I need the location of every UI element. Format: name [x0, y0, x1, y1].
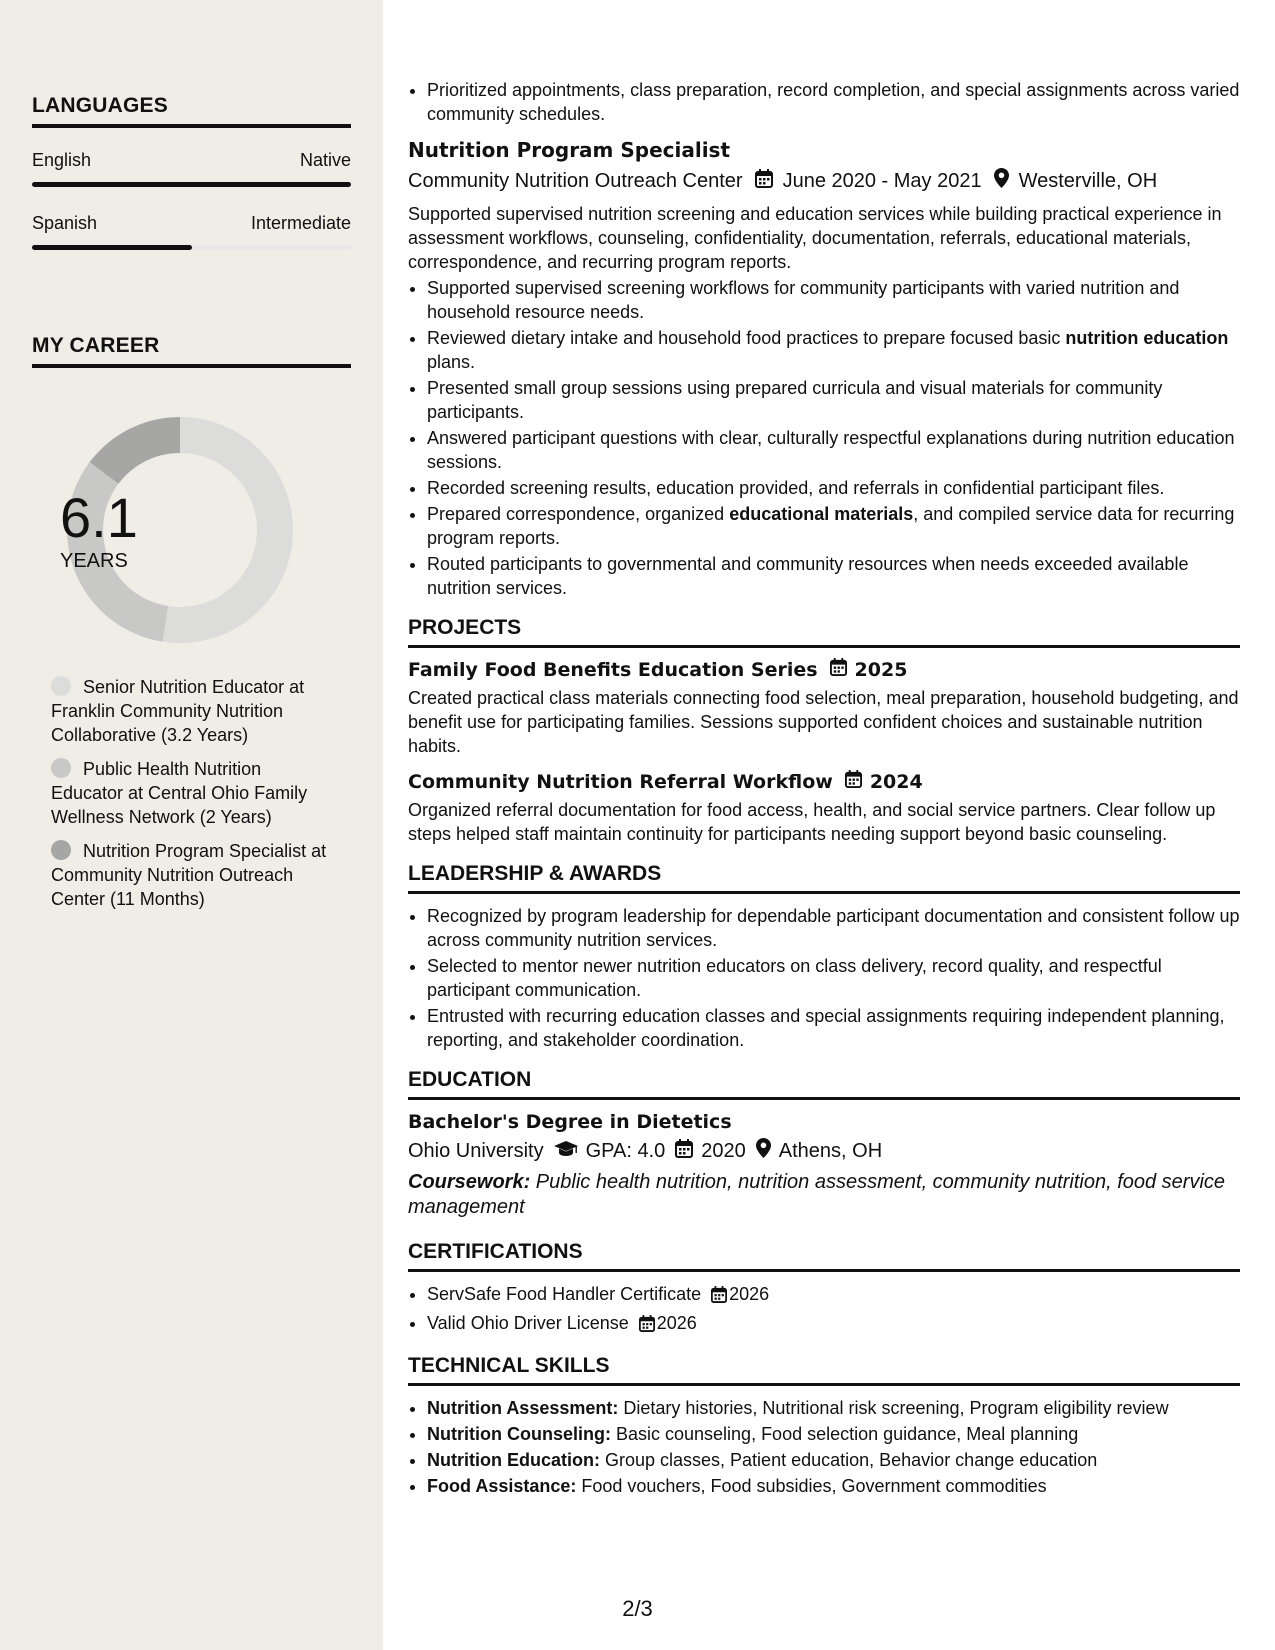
leadership-list: [408, 904, 1240, 1052]
previous-job-bullets: [408, 78, 1240, 126]
language-proficiency-bar: [32, 245, 351, 250]
skills-list: [408, 1396, 1240, 1498]
bullet-item: • Prepared correspondence, organized educational materials, and compiled service data for recurring program reports.: [427, 502, 1240, 550]
career-section: [32, 334, 351, 368]
skill-item: • Nutrition Assessment: Dietary histories, Nutritional risk screening, Program eligibility review: [427, 1396, 1240, 1420]
certifications-list: [408, 1282, 1240, 1338]
career-item-label: Nutrition Program Specialist at Community Nutrition Outreach Center (11 Months): [51, 841, 327, 909]
bullet-item: • Entrusted with recurring education classes and special assignments requiring independent planning, reporting, and stakeholder coordination.: [427, 1004, 1240, 1052]
projects-heading: PROJECTS: [408, 616, 1240, 648]
language-proficiency-fill: [32, 182, 351, 187]
calendar-icon: [755, 169, 773, 194]
language-item: [32, 213, 351, 250]
language-level: Intermediate: [250, 213, 351, 233]
job-summary: Supported supervised nutrition screening and education services while building practical experience in assessment workflows, counseling, confidentiality, documentation, referrals, educational materials, correspondence, and recurring program reports.: [408, 204, 1222, 272]
career-item-label: Public Health Nutrition Educator at Central Ohio Family Wellness Network (2 Years): [51, 759, 308, 827]
sidebar: [0, 0, 383, 1650]
job-location: Westerville, OH: [1018, 170, 1158, 192]
education-heading: EDUCATION: [408, 1068, 1240, 1100]
coursework: [408, 1170, 1240, 1220]
location-pin-icon: [756, 1138, 771, 1164]
bullet-item: • Prioritized appointments, class preparation, record completion, and special assignments across varied community schedules.: [427, 78, 1240, 126]
project-year: 2024: [869, 771, 923, 793]
graduation-cap-icon: [554, 1139, 578, 1163]
bullet-item: • Routed participants to governmental and community resources when needs exceeded available nutrition services.: [427, 552, 1240, 600]
project-title: Family Food Benefits Education Series: [408, 659, 818, 681]
language-proficiency-fill: [32, 245, 192, 250]
languages-heading: LANGUAGES: [32, 94, 351, 128]
career-total-years: 6.1: [60, 486, 138, 549]
bullet-item: • Recognized by program leadership for dependable participant documentation and consistent follow up across community nutrition services.: [427, 904, 1240, 952]
degree-title: Bachelor's Degree in Dietetics: [408, 1111, 732, 1133]
graduation-year: 2020: [701, 1140, 746, 1162]
bullet-item: • Presented small group sessions using prepared curricula and visual materials for community participants.: [427, 376, 1240, 424]
career-item-label: Senior Nutrition Educator at Franklin Community Nutrition Collaborative (3.2 Years): [51, 677, 305, 745]
calendar-icon: [675, 1139, 693, 1164]
coursework-label: Coursework:: [408, 1171, 531, 1193]
gpa: GPA: 4.0: [585, 1140, 666, 1162]
language-name: English: [32, 150, 92, 170]
main-content: [408, 78, 1240, 1500]
certification-item: • Valid Ohio Driver License 2026: [427, 1311, 1240, 1338]
school-name: Ohio University: [408, 1140, 544, 1162]
calendar-icon: [639, 1314, 655, 1338]
leadership-heading: LEADERSHIP & AWARDS: [408, 862, 1240, 894]
career-heading: MY CAREER: [32, 334, 351, 368]
career-list: [51, 675, 331, 921]
project-description: Organized referral documentation for food access, health, and social service partners. Clear follow up steps helped staff maintain continuity for participants needing support beyond basic counseling.: [408, 800, 1216, 844]
language-name: Spanish: [32, 213, 98, 233]
bullet-item: • Supported supervised screening workflows for community participants with varied nutrition and household resource needs.: [427, 276, 1240, 324]
bullet-item: • Recorded screening results, education provided, and referrals in confidential participant files.: [427, 476, 1240, 500]
bullet-item: • Selected to mentor newer nutrition educators on class delivery, record quality, and respectful participant communication.: [427, 954, 1240, 1002]
project-year: 2025: [854, 659, 908, 681]
bullet-item: • Reviewed dietary intake and household food practices to prepare focused basic nutrition education plans.: [427, 326, 1240, 374]
skill-item: • Nutrition Counseling: Basic counseling, Food selection guidance, Meal planning: [427, 1422, 1240, 1446]
language-proficiency-bar: [32, 182, 351, 187]
legend-dot: [51, 758, 71, 778]
career-item: [51, 675, 331, 747]
skill-item: • Food Assistance: Food vouchers, Food subsidies, Government commodities: [427, 1474, 1240, 1498]
project-item: [408, 658, 1240, 758]
location-pin-icon: [994, 168, 1009, 194]
job-meta: [408, 168, 1240, 194]
calendar-icon: [830, 658, 847, 682]
school-location: Athens, OH: [778, 1140, 883, 1162]
language-level: Native: [299, 150, 351, 170]
calendar-icon: [845, 770, 862, 794]
calendar-icon: [711, 1285, 727, 1309]
coursework-list: Public health nutrition, nutrition assessment, community nutrition, food service management: [408, 1171, 1226, 1218]
certification-item: • ServSafe Food Handler Certificate 2026: [427, 1282, 1240, 1309]
education-meta: [408, 1138, 1240, 1164]
skill-item: • Nutrition Education: Group classes, Patient education, Behavior change education: [427, 1448, 1240, 1472]
legend-dot: [51, 840, 71, 860]
project-item: [408, 770, 1240, 846]
project-description: Created practical class materials connecting food selection, meal preparation, household budgeting, and benefit use for participating families. Sessions supported confident choices and sustainable nutrition habits.: [408, 688, 1239, 756]
legend-dot: [51, 676, 71, 696]
project-title: Community Nutrition Referral Workflow: [408, 771, 833, 793]
job-dates: June 2020 - May 2021: [782, 170, 982, 192]
job-company: Community Nutrition Outreach Center: [408, 170, 743, 192]
languages-section: [32, 94, 351, 250]
job-bullets: [408, 276, 1240, 600]
language-item: [32, 150, 351, 187]
career-item: [51, 757, 331, 829]
bullet-item: • Answered participant questions with clear, culturally respectful explanations during nutrition education sessions.: [427, 426, 1240, 474]
career-item: [51, 839, 331, 911]
career-years-label: YEARS: [60, 550, 128, 572]
page-number: 2/3: [622, 1596, 653, 1621]
skills-heading: TECHNICAL SKILLS: [408, 1354, 1240, 1386]
certifications-heading: CERTIFICATIONS: [408, 1240, 1240, 1272]
job-title: Nutrition Program Specialist: [408, 138, 731, 162]
career-donut-chart: [60, 410, 300, 650]
